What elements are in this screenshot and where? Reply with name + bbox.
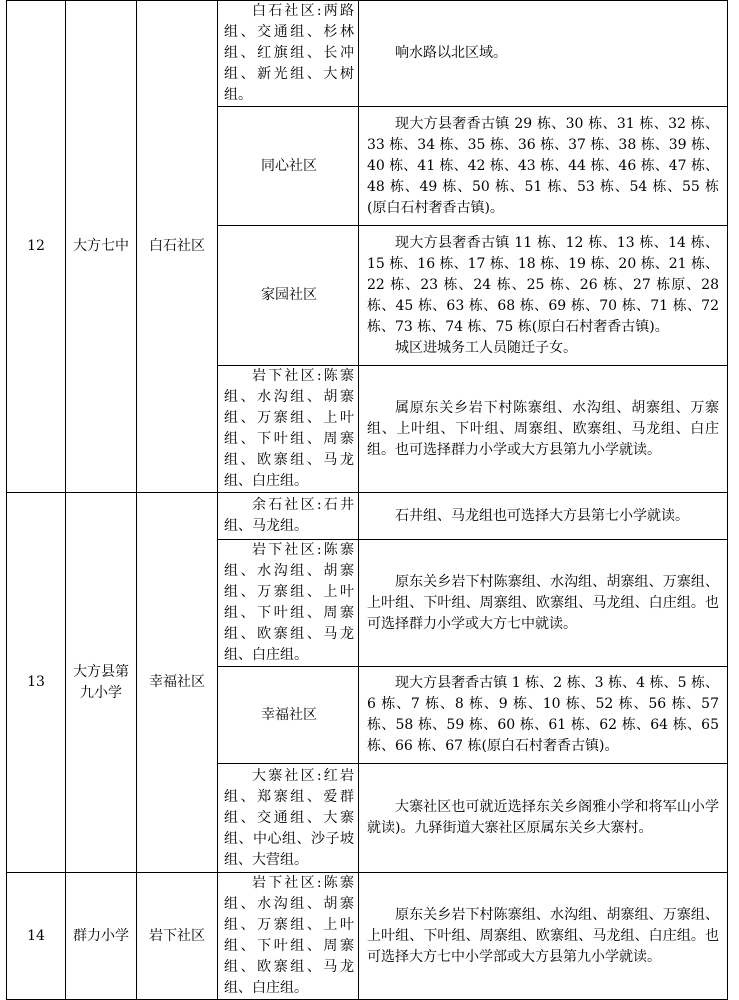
table-row [7, 493, 728, 540]
community-name: 岩下社区 [137, 873, 218, 1000]
zone-description [359, 107, 728, 226]
zone-description [359, 493, 728, 540]
zone-description [359, 873, 728, 1000]
school-district-table [6, 0, 728, 1000]
zone-text: 白石社区:两路组、交通组、杉林组、红旗组、长冲组、新光组、大树组。 [224, 3, 354, 103]
row-number: 14 [7, 873, 66, 1000]
community-name: 幸福社区 [137, 493, 218, 873]
description-paragraph: 石井组、马龙组也可选择大方县第七小学就读。 [395, 507, 689, 524]
zone-description [359, 764, 728, 873]
zone-text: 大寨社区:红岩组、郑寨组、爱群组、交通组、大寨组、中心组、沙子坡组、大营组。 [224, 767, 354, 868]
zone-name [218, 540, 359, 667]
description-paragraph: 现大方县奢香古镇 11 栋、12 栋、13 栋、14 栋、15 栋、16 栋、17 栋、18 栋、19 栋、20 栋、21 栋、22 栋、23 栋、24 栋、25 栋、26 栋、27 栋原、28 栋、45 栋、63 栋、68 栋、69 栋、70 栋、71 栋、72 栋、73 栋、74 栋、75 栋(原白石村奢香古镇)。 [367, 234, 719, 335]
zone-name [218, 366, 359, 493]
zone-text: 岩下社区:陈寨组、水沟组、胡寨组、万寨组、上叶组、下叶组、周寨组、欧寨组、马龙组、白庄组。 [224, 368, 354, 489]
school-name: 群力小学 [66, 873, 137, 1000]
community-name: 白石社区 [137, 1, 218, 493]
zone-name [218, 873, 359, 1000]
zone-description [359, 1, 728, 107]
zone-text: 家园社区 [261, 287, 317, 303]
table-row [7, 873, 728, 1000]
zone-name [218, 667, 359, 764]
description-paragraph: 原东关乡岩下村陈寨组、水沟组、胡寨组、万寨组、上叶组、下叶组、周寨组、欧寨组、马龙组、白庄组。也可选择大方七中小学部或大方县第九小学就读。 [367, 906, 719, 965]
description-paragraph: 现大方县奢香古镇 29 栋、30 栋、31 栋、32 栋、33 栋、34 栋、35 栋、36 栋、37 栋、38 栋、39 栋、40 栋、41 栋、42 栋、43 栋、44 栋、46 栋、47 栋、48 栋、49 栋、50 栋、51 栋、53 栋、54 栋、55 栋(原白石村奢香古镇)。 [367, 115, 719, 216]
description-paragraph: 现大方县奢香古镇 1 栋、2 栋、3 栋、4 栋、5 栋、6 栋、7 栋、8 栋、9 栋、10 栋、52 栋、56 栋、57 栋、58 栋、59 栋、60 栋、61 栋、62 栋、64 栋、65 栋、66 栋、67 栋(原白石村奢香古镇)。 [367, 675, 719, 754]
row-number: 13 [7, 493, 66, 873]
zone-name [218, 1, 359, 107]
zone-text: 余石社区:石井组、马龙组。 [224, 497, 354, 534]
zone-description [359, 366, 728, 493]
description-paragraph: 大寨社区也可就近选择东关乡阁雅小学和将军山小学就读)。九驿街道大寨社区原属东关乡大寨村。 [367, 799, 719, 836]
zone-text: 同心社区 [261, 157, 317, 174]
zone-name [218, 764, 359, 873]
zone-description [359, 226, 728, 366]
zone-name [218, 107, 359, 226]
zone-name [218, 493, 359, 540]
zone-text: 岩下社区:陈寨组、水沟组、胡寨组、万寨组、上叶组、下叶组、周寨组、欧寨组、马龙组、白庄组。 [224, 542, 354, 663]
description-paragraph: 原东关乡岩下村陈寨组、水沟组、胡寨组、万寨组、上叶组、下叶组、周寨组、欧寨组、马龙组、白庄组。也可选择群力小学或大方七中就读。 [367, 573, 719, 632]
zone-description [359, 540, 728, 667]
description-paragraph: 属原东关乡岩下村陈寨组、水沟组、胡寨组、万寨组、上叶组、下叶组、周寨组、欧寨组、马龙组、白庄组。也可选择群力小学或大方县第九小学就读。 [367, 399, 719, 458]
table-row [7, 1, 728, 107]
description-paragraph: 响水路以北区域。 [395, 45, 507, 61]
zone-text: 幸福社区 [261, 706, 317, 723]
zone-name [218, 226, 359, 366]
zone-description [359, 667, 728, 764]
description-paragraph: 城区进城务工人员随迁子女。 [395, 339, 577, 356]
school-name: 大方县第九小学 [66, 493, 137, 873]
school-name: 大方七中 [66, 1, 137, 493]
zone-text: 岩下社区:陈寨组、水沟组、胡寨组、万寨组、上叶组、下叶组、周寨组、欧寨组、马龙组、白庄组。 [224, 875, 354, 996]
row-number: 12 [7, 1, 66, 493]
